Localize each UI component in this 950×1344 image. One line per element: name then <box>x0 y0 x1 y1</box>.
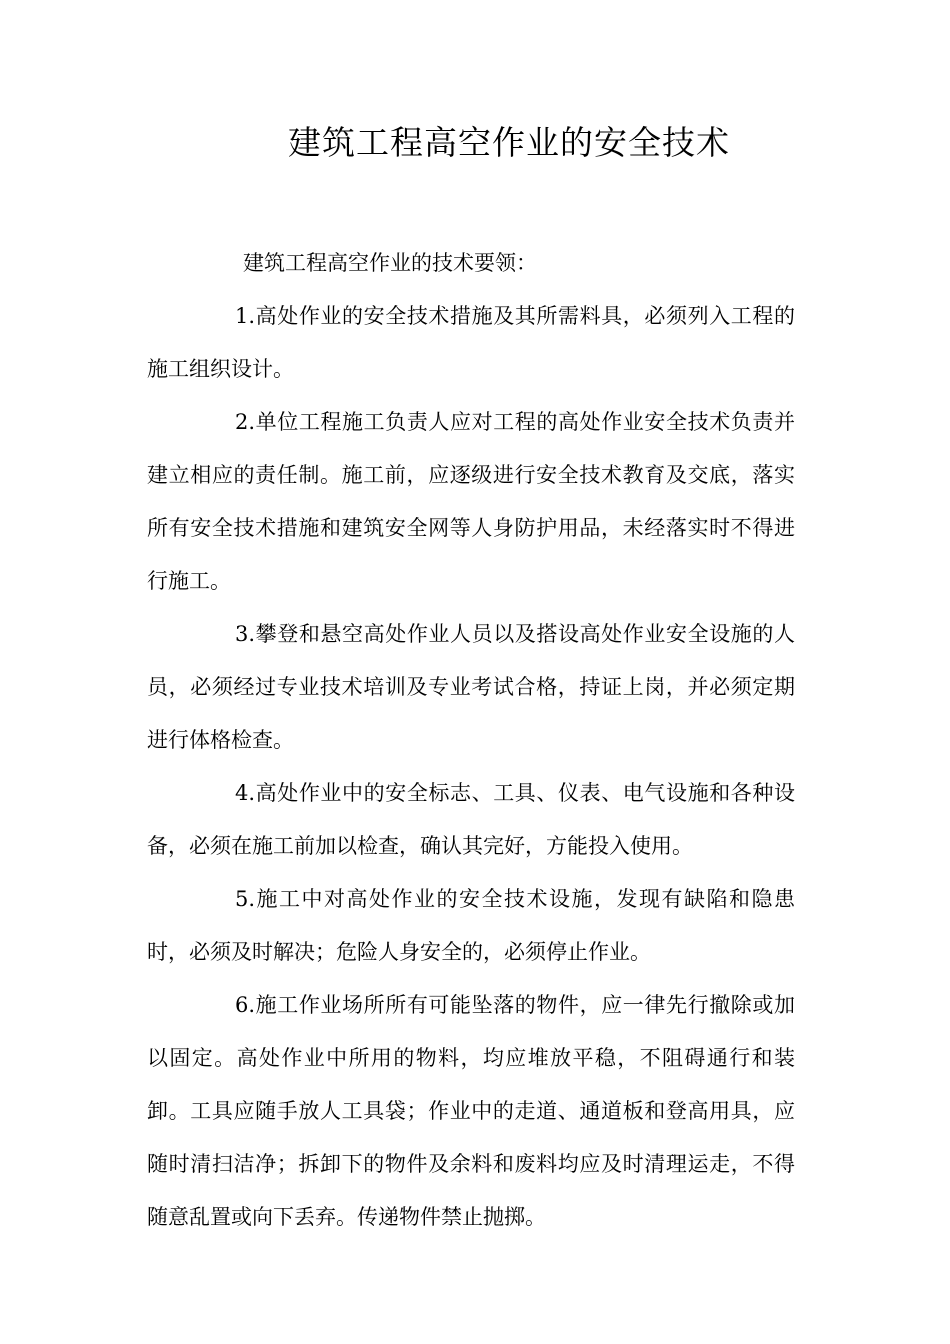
list-item: 4.高处作业中的安全标志、工具、仪表、电气设施和各种设备，必须在施工前加以检查，确认其完好，方能投入使用。 <box>147 781 795 858</box>
list-item: 6.施工作业场所所有可能坠落的物件，应一律先行撤除或加以固定。高处作业中所用的物料，均应堆放平稳，不阻碍通行和装卸。工具应随手放人工具袋；作业中的走道、通道板和登高用具，应随时清扫洁净；拆卸下的物件及余料和废料均应及时清理运走，不得随意乱置或向下丢弃。传递物件禁止抛掷。 <box>147 993 795 1229</box>
document-title: 建筑工程高空作业的安全技术 <box>288 123 730 162</box>
list-item: 3.攀登和悬空高处作业人员以及搭设高处作业安全设施的人员，必须经过专业技术培训及专业考试合格，持证上岗，并必须定期进行体格检查。 <box>147 622 795 752</box>
list-item: 5.施工中对高处作业的安全技术设施，发现有缺陷和隐患时，必须及时解决；危险人身安全的，必须停止作业。 <box>147 887 795 964</box>
document-body <box>147 237 795 1244</box>
intro-paragraph: 建筑工程高空作业的技术要领： <box>243 251 537 275</box>
list-item: 1.高处作业的安全技术措施及其所需料具，必须列入工程的施工组织设计。 <box>147 304 795 381</box>
list-item: 2.单位工程施工负责人应对工程的高处作业安全技术负责并建立相应的责任制。施工前，应逐级进行安全技术教育及交底，落实所有安全技术措施和建筑安全网等人身防护用品，未经落实时不得进行施工。 <box>147 410 795 593</box>
